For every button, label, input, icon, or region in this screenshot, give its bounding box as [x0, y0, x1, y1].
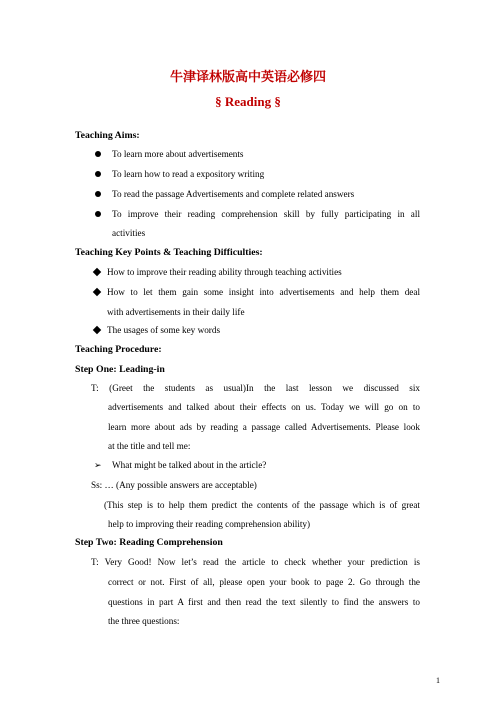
step-two-paragraph-line: T: Very Good! Now let’s read the article to check whether your prediction is — [91, 557, 420, 567]
bullet-diamond-icon — [93, 268, 101, 276]
document-title: 牛津译林版高中英语必修四 — [169, 70, 326, 85]
keypoint-item: How to let them gain some insight into advertisements and help them deal — [107, 287, 420, 297]
procedure-heading: Teaching Procedure: — [75, 344, 162, 355]
question-item: What might be talked about in the article? — [112, 460, 267, 470]
keypoints-heading: Teaching Key Points & Teaching Difficulties: — [75, 247, 263, 258]
aim-item-continuation: activities — [112, 228, 146, 238]
aim-item: To read the passage Advertisements and complete related answers — [112, 189, 355, 199]
step-one-note-line: (This step is to help them predict the contents of the passage which is of great — [104, 500, 420, 510]
step-one-paragraph-line: learn more about ads by reading a passage called Advertisements. Please look — [108, 422, 420, 432]
bullet-dot-icon — [95, 211, 101, 217]
keypoint-item: How to improve their reading ability through teaching activities — [107, 267, 342, 277]
keypoint-item: The usages of some key words — [107, 325, 221, 335]
step-two-paragraph-line: correct or not. First of all, please open your book to page 2. Go through the — [108, 577, 420, 587]
page-number: 1 — [436, 676, 440, 685]
step-one-paragraph-line: advertisements and talked about their effects on us. Today we will go on to — [108, 402, 420, 412]
aim-item: To learn how to read a expository writing — [112, 169, 265, 179]
bullet-diamond-icon — [93, 326, 101, 334]
step-two-paragraph-line: questions in part A first and then read the text silently to find the answers to — [108, 597, 420, 607]
keypoint-item-continuation: with advertisements in their daily life — [107, 307, 245, 317]
step-two-paragraph-line: the three questions: — [108, 616, 180, 626]
students-response: Ss: … (Any possible answers are acceptable) — [91, 480, 257, 490]
bullet-dot-icon — [95, 171, 101, 177]
step-one-paragraph-line: T: (Greet the students as usual)In the last lesson we discussed six — [91, 383, 420, 393]
step-two-heading: Step Two: Reading Comprehension — [75, 537, 223, 548]
aims-heading: Teaching Aims: — [75, 130, 140, 141]
bullet-diamond-icon — [93, 288, 101, 296]
section-subtitle: § Reading § — [215, 94, 281, 109]
bullet-dot-icon — [95, 191, 101, 197]
step-one-paragraph-line: at the title and tell me: — [108, 441, 191, 451]
aim-item: To improve their reading comprehension skill by fully participating in all — [112, 209, 420, 219]
step-one-heading: Step One: Leading-in — [75, 364, 165, 375]
bullet-dot-icon — [95, 151, 101, 157]
aim-item: To learn more about advertisements — [112, 149, 244, 159]
arrow-bullet-icon: ➢ — [94, 460, 102, 470]
step-one-note-line: help to improving their reading comprehension ability) — [108, 519, 311, 529]
